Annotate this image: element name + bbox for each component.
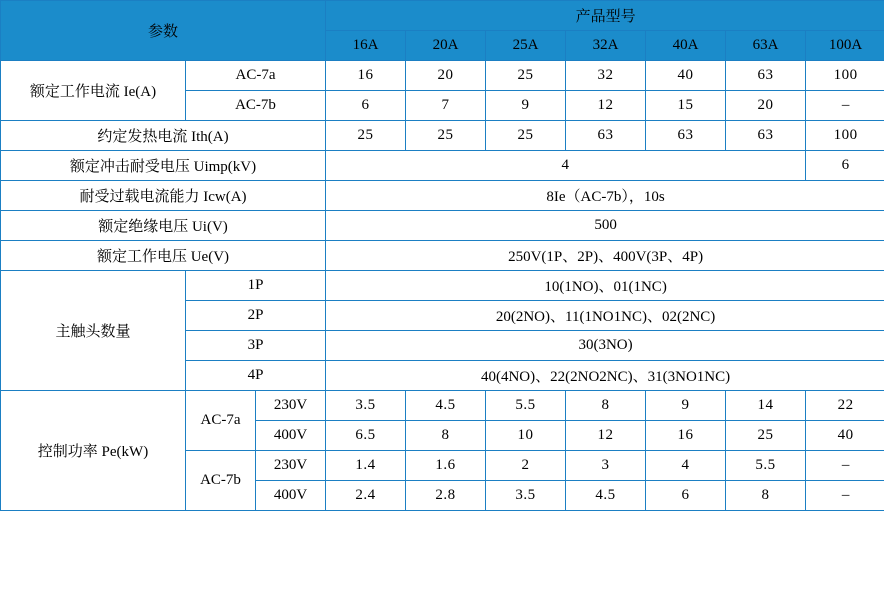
cell-value: 20	[406, 61, 486, 91]
cell-value: 2.4	[326, 481, 406, 511]
header-model-63a: 63A	[726, 31, 806, 61]
cell-value: 3	[566, 451, 646, 481]
cell-value: 2	[486, 451, 566, 481]
power-type-ac7b: AC-7b	[186, 451, 256, 511]
cell-value: 25	[726, 421, 806, 451]
cell-value: 25	[486, 61, 566, 91]
power-voltage-400v: 400V	[256, 481, 326, 511]
power-voltage-230v: 230V	[256, 451, 326, 481]
header-parameter-label: 参数	[1, 1, 326, 61]
table-row-power-ac7a-230v	[1, 391, 884, 421]
row-label-control-power: 控制功率 Pe(kW)	[1, 391, 186, 511]
contact-pole-3p: 3P	[186, 331, 326, 361]
row-label-impulse-voltage: 额定冲击耐受电压 Uimp(kV)	[1, 151, 326, 181]
contact-pole-2p: 2P	[186, 301, 326, 331]
header-model-25a: 25A	[486, 31, 566, 61]
table-row-conventional-thermal-current	[1, 121, 884, 151]
cell-value: 63	[726, 121, 806, 151]
cell-value: 63	[566, 121, 646, 151]
cell-value: 8Ie（AC-7b），10s	[326, 181, 884, 211]
cell-value: 8	[406, 421, 486, 451]
cell-value: 4.5	[406, 391, 486, 421]
cell-value: 25	[406, 121, 486, 151]
header-model-16a: 16A	[326, 31, 406, 61]
cell-value: 15	[646, 91, 726, 121]
cell-value: 10(1NO)、01(1NC)	[326, 271, 884, 301]
cell-value: 16	[326, 61, 406, 91]
row-label-icw: 耐受过载电流能力 Icw(A)	[1, 181, 326, 211]
table-row-rated-operating-voltage	[1, 241, 884, 271]
contact-pole-1p: 1P	[186, 271, 326, 301]
cell-value: 4	[646, 451, 726, 481]
cell-value: 4.5	[566, 481, 646, 511]
cell-value: 3.5	[326, 391, 406, 421]
row-label-main-contacts: 主触头数量	[1, 271, 186, 391]
cell-value: –	[806, 91, 884, 121]
cell-value: 500	[326, 211, 884, 241]
header-model-20a: 20A	[406, 31, 486, 61]
cell-value: 63	[646, 121, 726, 151]
row-sub-ac7a: AC-7a	[186, 61, 326, 91]
cell-value: 3.5	[486, 481, 566, 511]
table-row-short-time-withstand-current	[1, 181, 884, 211]
cell-value: 2.8	[406, 481, 486, 511]
row-label-insulation-voltage: 额定绝缘电压 Ui(V)	[1, 211, 326, 241]
cell-value: 40	[646, 61, 726, 91]
cell-value: –	[806, 481, 884, 511]
cell-value: 40	[806, 421, 884, 451]
cell-value: 5.5	[486, 391, 566, 421]
cell-value: 20(2NO)、11(1NO1NC)、02(2NC)	[326, 301, 884, 331]
cell-value: 6	[326, 91, 406, 121]
cell-value: 9	[486, 91, 566, 121]
cell-value: 32	[566, 61, 646, 91]
contact-pole-4p: 4P	[186, 361, 326, 391]
cell-value: 25	[326, 121, 406, 151]
cell-value: 22	[806, 391, 884, 421]
cell-value: 6	[646, 481, 726, 511]
header-model-100a: 100A	[806, 31, 884, 61]
cell-value: 16	[646, 421, 726, 451]
cell-value: 25	[486, 121, 566, 151]
cell-value: 4	[326, 151, 806, 181]
table-row-impulse-withstand-voltage	[1, 151, 884, 181]
cell-value: 12	[566, 421, 646, 451]
cell-value: 30(3NO)	[326, 331, 884, 361]
cell-value: 63	[726, 61, 806, 91]
cell-value: 10	[486, 421, 566, 451]
row-label-operating-voltage: 额定工作电压 Ue(V)	[1, 241, 326, 271]
header-model-label: 产品型号	[326, 1, 884, 31]
cell-value: 20	[726, 91, 806, 121]
cell-value: 7	[406, 91, 486, 121]
cell-value: 100	[806, 61, 884, 91]
cell-value: 8	[726, 481, 806, 511]
row-sub-ac7b: AC-7b	[186, 91, 326, 121]
cell-value: 8	[566, 391, 646, 421]
header-model-40a: 40A	[646, 31, 726, 61]
power-voltage-230v: 230V	[256, 391, 326, 421]
cell-value: 5.5	[726, 451, 806, 481]
row-label-thermal-current: 约定发热电流 Ith(A)	[1, 121, 326, 151]
table-header-row-1	[1, 1, 884, 31]
cell-value: 40(4NO)、22(2NO2NC)、31(3NO1NC)	[326, 361, 884, 391]
power-voltage-400v: 400V	[256, 421, 326, 451]
table-row-rated-insulation-voltage	[1, 211, 884, 241]
row-label-rated-operating-current: 额定工作电流 Ie(A)	[1, 61, 186, 121]
header-model-32a: 32A	[566, 31, 646, 61]
cell-value: 9	[646, 391, 726, 421]
table-row-contacts-1p	[1, 271, 884, 301]
cell-value: 12	[566, 91, 646, 121]
cell-value: 250V(1P、2P)、400V(3P、4P)	[326, 241, 884, 271]
cell-value: 100	[806, 121, 884, 151]
cell-value: 14	[726, 391, 806, 421]
power-type-ac7a: AC-7a	[186, 391, 256, 451]
cell-value: 1.4	[326, 451, 406, 481]
cell-value: 1.6	[406, 451, 486, 481]
table-row-rated-current-ac7a	[1, 61, 884, 91]
cell-value: 6	[806, 151, 884, 181]
cell-value: 6.5	[326, 421, 406, 451]
cell-value: –	[806, 451, 884, 481]
